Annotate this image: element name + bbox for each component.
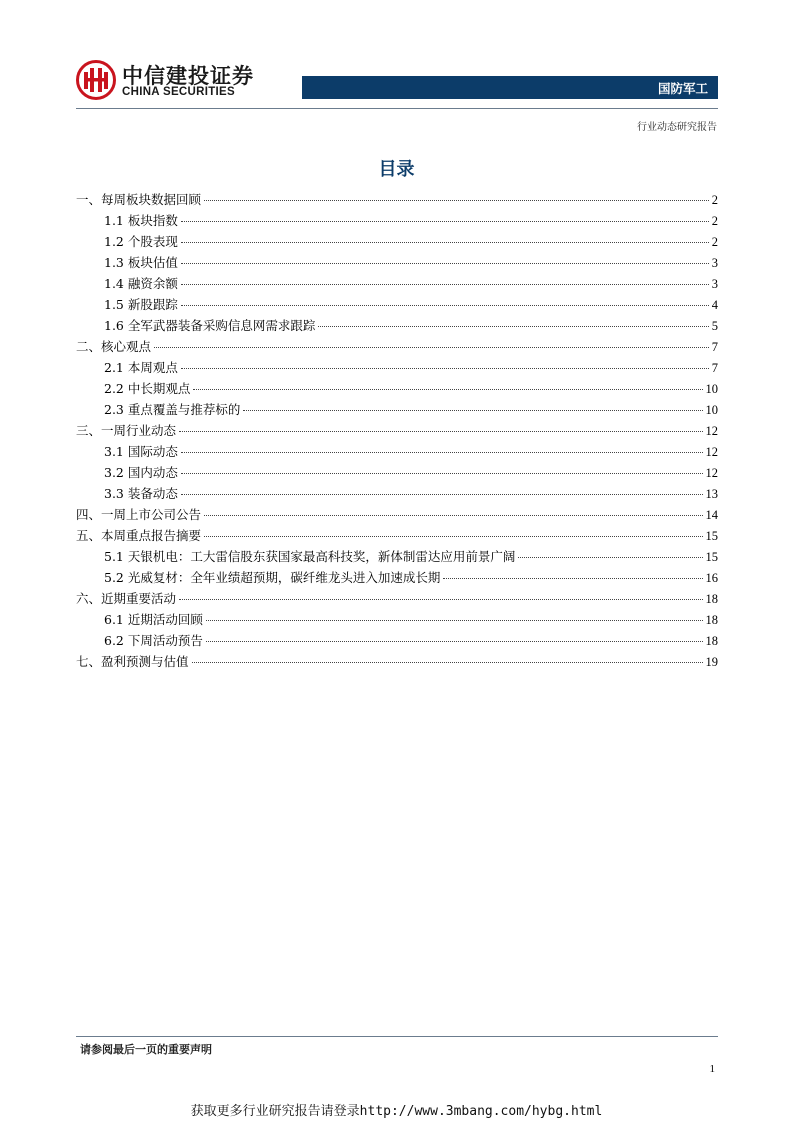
toc-entry[interactable] (76, 210, 718, 231)
table-of-contents (76, 189, 718, 672)
toc-entry-label: 三、一周行业动态 (76, 423, 177, 438)
toc-entry[interactable] (76, 441, 718, 462)
toc-entry-label: 3.1 国际动态 (104, 444, 178, 459)
toc-leader-dots (192, 662, 703, 663)
disclaimer-note: 请参阅最后一页的重要声明 (80, 1043, 212, 1056)
toc-leader-dots (181, 305, 709, 306)
toc-entry-page: 2 (711, 193, 718, 207)
toc-entry-page: 7 (711, 340, 718, 354)
toc-entry-page: 18 (705, 634, 718, 648)
toc-leader-dots (154, 347, 709, 348)
toc-leader-dots (181, 221, 709, 222)
toc-leader-dots (443, 578, 702, 579)
toc-entry-label: 1.6 全军武器装备采购信息网需求跟踪 (104, 318, 316, 333)
toc-entry-page: 18 (705, 592, 718, 606)
footer-divider (76, 1036, 718, 1037)
toc-entry-page: 14 (705, 508, 718, 522)
toc-leader-dots (193, 389, 702, 390)
toc-leader-dots (179, 431, 702, 432)
toc-leader-dots (206, 641, 703, 642)
toc-entry[interactable] (76, 189, 718, 210)
toc-entry-page: 2 (711, 235, 718, 249)
toc-leader-dots (204, 515, 702, 516)
toc-entry[interactable] (76, 630, 718, 651)
toc-entry-page: 7 (711, 361, 718, 375)
toc-entry-label: 五、本周重点报告摘要 (76, 528, 202, 543)
china-securities-logo-icon (76, 60, 116, 100)
toc-entry-label: 3.3 装备动态 (104, 486, 178, 501)
toc-leader-dots (204, 536, 702, 537)
toc-entry[interactable] (76, 231, 718, 252)
toc-leader-dots (179, 599, 702, 600)
logo-english-name: CHINA SECURITIES (122, 86, 235, 98)
logo-chinese-name: 中信建投证券 (122, 64, 254, 88)
toc-entry-label: 四、一周上市公司公告 (76, 507, 202, 522)
toc-entry-label: 6.1 近期活动回顾 (104, 612, 203, 627)
toc-entry[interactable] (76, 651, 718, 672)
toc-entry-label: 1.2 个股表现 (104, 234, 178, 249)
toc-leader-dots (318, 326, 708, 327)
toc-entry-page: 4 (711, 298, 718, 312)
toc-leader-dots (243, 410, 702, 411)
toc-entry-page: 12 (705, 445, 718, 459)
toc-entry[interactable] (76, 399, 718, 420)
toc-entry-page: 19 (705, 655, 718, 669)
company-logo (76, 58, 256, 102)
sector-label: 国防军工 (657, 80, 708, 96)
header-sector-bar (302, 76, 718, 99)
toc-entry-label: 二、核心观点 (76, 339, 152, 354)
report-type-label: 行业动态研究报告 (637, 122, 717, 133)
toc-entry-label: 六、近期重要活动 (76, 591, 177, 606)
toc-entry-page: 12 (705, 466, 718, 480)
toc-leader-dots (181, 494, 703, 495)
toc-entry[interactable] (76, 315, 718, 336)
toc-leader-dots (518, 557, 702, 558)
toc-entry-label: 3.2 国内动态 (104, 465, 178, 480)
toc-entry[interactable] (76, 504, 718, 525)
toc-entry-page: 10 (705, 382, 718, 396)
toc-entry-label: 1.5 新股跟踪 (104, 297, 178, 312)
toc-entry[interactable] (76, 525, 718, 546)
toc-entry[interactable] (76, 462, 718, 483)
toc-entry-label: 2.3 重点覆盖与推荐标的 (104, 402, 241, 417)
toc-leader-dots (206, 620, 703, 621)
toc-entry-label: 2.1 本周观点 (104, 360, 178, 375)
toc-leader-dots (181, 473, 703, 474)
toc-entry[interactable] (76, 378, 718, 399)
toc-entry-page: 2 (711, 214, 718, 228)
toc-leader-dots (181, 263, 709, 264)
toc-entry[interactable] (76, 483, 718, 504)
toc-entry-page: 3 (711, 277, 718, 291)
toc-entry-label: 5.1 天银机电：工大雷信股东获国家最高科技奖，新体制雷达应用前景广阔 (104, 549, 516, 564)
toc-entry[interactable] (76, 273, 718, 294)
toc-entry-page: 15 (705, 529, 718, 543)
toc-leader-dots (181, 242, 709, 243)
toc-entry-label: 1.3 板块估值 (104, 255, 178, 270)
toc-entry-page: 12 (705, 424, 718, 438)
toc-entry-label: 5.2 光威复材：全年业绩超预期，碳纤维龙头进入加速成长期 (104, 570, 441, 585)
toc-entry-label: 2.2 中长期观点 (104, 381, 191, 396)
toc-entry[interactable] (76, 357, 718, 378)
toc-entry-page: 18 (705, 613, 718, 627)
toc-entry-label: 6.2 下周活动预告 (104, 633, 203, 648)
toc-entry-page: 15 (705, 550, 718, 564)
toc-leader-dots (181, 284, 709, 285)
toc-entry[interactable] (76, 588, 718, 609)
toc-entry-page: 13 (705, 487, 718, 501)
toc-entry[interactable] (76, 567, 718, 588)
toc-entry[interactable] (76, 609, 718, 630)
toc-title: 目录 (378, 159, 415, 180)
toc-entry-label: 一、每周板块数据回顾 (76, 192, 202, 207)
toc-entry-label: 1.4 融资余额 (104, 276, 178, 291)
toc-entry[interactable] (76, 546, 718, 567)
toc-leader-dots (181, 368, 709, 369)
toc-entry-page: 3 (711, 256, 718, 270)
more-reports-link[interactable]: 获取更多行业研究报告请登录http://www.3mbang.com/hybg.html (190, 1104, 603, 1119)
toc-leader-dots (204, 200, 709, 201)
page-number: 1 (709, 1063, 715, 1075)
toc-entry[interactable] (76, 252, 718, 273)
toc-leader-dots (181, 452, 703, 453)
toc-entry[interactable] (76, 420, 718, 441)
header-divider (76, 108, 718, 109)
toc-entry-page: 10 (705, 403, 718, 417)
toc-entry-label: 七、盈利预测与估值 (76, 654, 189, 669)
toc-entry[interactable] (76, 294, 718, 315)
toc-entry-page: 16 (705, 571, 718, 585)
toc-entry-label: 1.1 板块指数 (104, 213, 178, 228)
toc-entry[interactable] (76, 336, 718, 357)
toc-entry-page: 5 (711, 319, 718, 333)
